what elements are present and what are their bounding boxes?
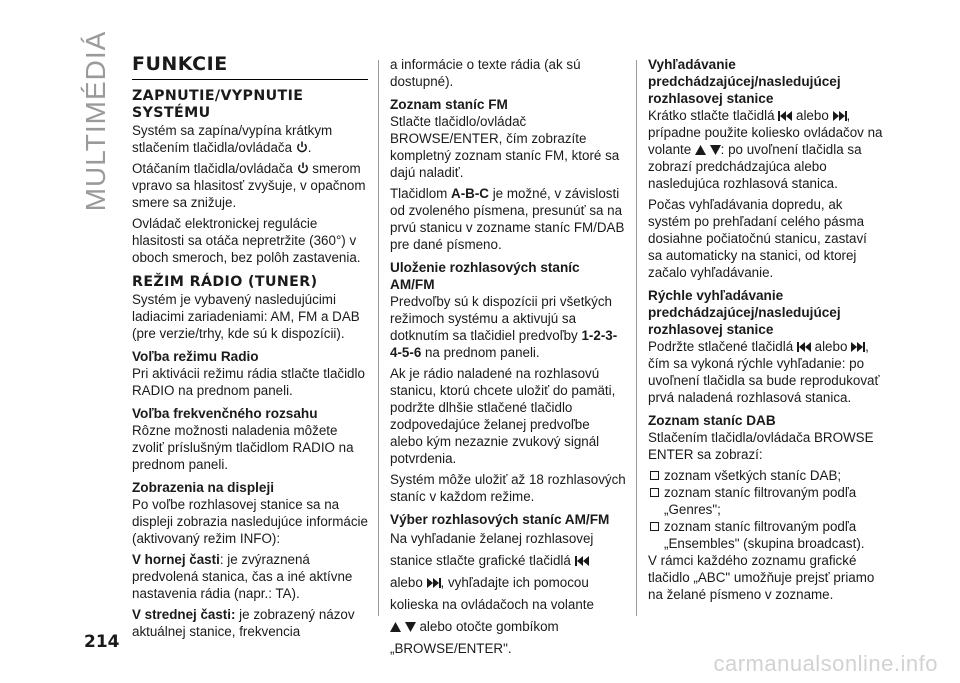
heading-dab-list: Zoznam staníc DAB [648, 413, 776, 428]
paragraph: V strednej časti: je zobrazený názov aktuálnej stanice, frekvencia [132, 607, 355, 639]
paragraph: Systém je vybavený nasledujúcimi ladiacimi zariadeniami: AM, FM a DAB (pre verzie/trhy, kde sú k dispozícii). [132, 292, 360, 341]
paragraph: Tlačidlom A-B-C je možné, v závislosti od zvoleného písmena, presunúť sa na prvú stanicu v zozname staníc FM/DAB pre dané písmeno. [390, 186, 625, 252]
arrow-down-icon [405, 622, 416, 632]
list-item: zoznam všetkých staníc DAB; [648, 467, 884, 484]
section-side-tab [76, 30, 116, 212]
paragraph: Ak je rádio naladené na rozhlasovú stanicu, ktorú chcete uložiť do pamäti, podržte dlhšie stlačené tlačidlo zodpovedajúce želanej predvoľbe alebo kým nezaznie zvukový signál potvrdenia. [390, 366, 616, 466]
column-3 [648, 56, 884, 607]
column-divider [378, 60, 379, 616]
paragraph: Pri aktivácii režimu rádia stlačte tlačidlo RADIO na prednom paneli. [132, 366, 365, 398]
square-bullet-icon [650, 522, 659, 531]
arrow-up-icon [390, 622, 401, 632]
list-item: zoznam staníc filtrovaným podľa „Genres"; [648, 484, 884, 518]
paragraph: Po voľbe rozhlasovej stanice sa na displeji zobrazia nasledujúce informácie (aktivovaný režim INFO): [132, 497, 368, 546]
paragraph: Systém sa zapína/vypína krátkym stlačením tlačidla/ovládača . [132, 123, 333, 155]
paragraph: Krátko stlačte tlačidlá alebo , prípadne použite koliesko ovládačov na volante : po uvoľnení tlačidla sa zobrazí predchádzajúca alebo nasledujúca rozhlasová stanica. [648, 108, 883, 191]
paragraph: Rôzne možnosti naladenia môžete zvoliť príslušným tlačidlom RADIO na prednom paneli. [132, 423, 354, 472]
paragraph: Stlačte tlačidlo/ovládač BROWSE/ENTER, čím zobrazíte kompletný zoznam staníc FM, ktoré sa dajú naladiť. [390, 114, 620, 180]
column-2 [390, 56, 626, 664]
paragraph: Na vyhľadanie želanej rozhlasovej stanice stlačte grafické tlačidlá alebo , vyhľadajte ich pomocou kolieska na ovládačoch na volante alebo otočte gombíkom „BROWSE/ENTER". [390, 531, 594, 656]
watermark: carmanualsonline.info [713, 651, 938, 676]
arrow-up-icon [695, 145, 706, 155]
heading-band: Voľba frekvenčného rozsahu [132, 406, 318, 421]
heading-radio: REŽIM RÁDIO (TUNER) [132, 274, 318, 290]
skip-forward-icon [427, 578, 441, 588]
paragraph: V rámci každého zoznamu grafické tlačidlo „ABC" umožňuje prejsť priamo na želané písmeno v zozname. [648, 553, 875, 602]
square-bullet-icon [650, 471, 659, 480]
page-number: 214 [84, 632, 120, 652]
skip-back-icon [778, 111, 792, 121]
power-icon [297, 162, 309, 174]
paragraph: a informácie o texte rádia (ak sú dostupné). [390, 57, 581, 89]
column-1 [132, 53, 368, 644]
paragraph: Podržte stlačené tlačidlá alebo , čím sa vykoná rýchle vyhľadanie: po uvoľnení tlačidla sa bude reprodukovať prvá naladená rozhlasová stanica. [648, 339, 880, 405]
paragraph: Otáčaním tlačidla/ovládača smerom vpravo sa hlasitosť zvyšuje, v opačnom smere sa znižuje. [132, 161, 366, 210]
heading-power: ZAPNUTIE/VYPNUTIE SYSTÉMU [132, 88, 304, 121]
paragraph: V hornej časti: je zvýraznená predvolená stanica, čas a iné aktívne nastavenia rádia (napr.: TA). [132, 552, 353, 601]
arrow-down-icon [710, 145, 721, 155]
heading-select: Výber rozhlasových staníc AM/FM [390, 512, 610, 527]
heading-fm-list: Zoznam staníc FM [390, 97, 508, 112]
square-bullet-icon [650, 488, 659, 497]
side-tab-label: MULTIMÉDIÁ [80, 30, 111, 212]
skip-forward-icon [851, 342, 865, 352]
skip-back-icon [575, 556, 589, 566]
paragraph: Systém môže uložiť až 18 rozhlasových staníc v každom režime. [390, 472, 626, 504]
column-divider [636, 60, 637, 616]
heading-display: Zobrazenia na displeji [132, 480, 275, 495]
heading-mode: Voľba režimu Radio [132, 349, 259, 364]
skip-forward-icon [833, 111, 847, 121]
heading-fast-search: Rýchle vyhľadávanie predchádzajúcej/nasledujúcej rozhlasovej stanice [648, 288, 841, 337]
section-title: FUNKCIE [132, 56, 368, 80]
power-icon [296, 141, 308, 153]
paragraph: Počas vyhľadávania dopredu, ak systém po prehľadaní celého pásma dosiahne počiatočnú stanicu, zastaví sa automaticky na stanici, od ktorej začalo vyhľadávanie. [648, 197, 867, 280]
heading-store: Uloženie rozhlasových staníc AM/FM [390, 260, 580, 292]
heading-search: Vyhľadávanie predchádzajúcej/nasledujúcej rozhlasovej stanice [648, 57, 841, 106]
paragraph: Ovládač elektronickej regulácie hlasitosti sa otáča nepretržite (360°) v oboch smeroch, bez polôh zastavenia. [132, 216, 361, 265]
paragraph: Predvoľby sú k dispozícii pri všetkých režimoch systému a aktivujú sa dotknutím sa tlačidiel predvoľby 1-2-3-4-5-6 na prednom paneli. [390, 294, 618, 360]
paragraph: Stlačením tlačidla/ovládača BROWSE ENTER sa zobrazí: [648, 430, 874, 462]
skip-back-icon [797, 342, 811, 352]
list-item: zoznam staníc filtrovaným podľa „Ensembles" (skupina broadcast). [648, 518, 884, 552]
